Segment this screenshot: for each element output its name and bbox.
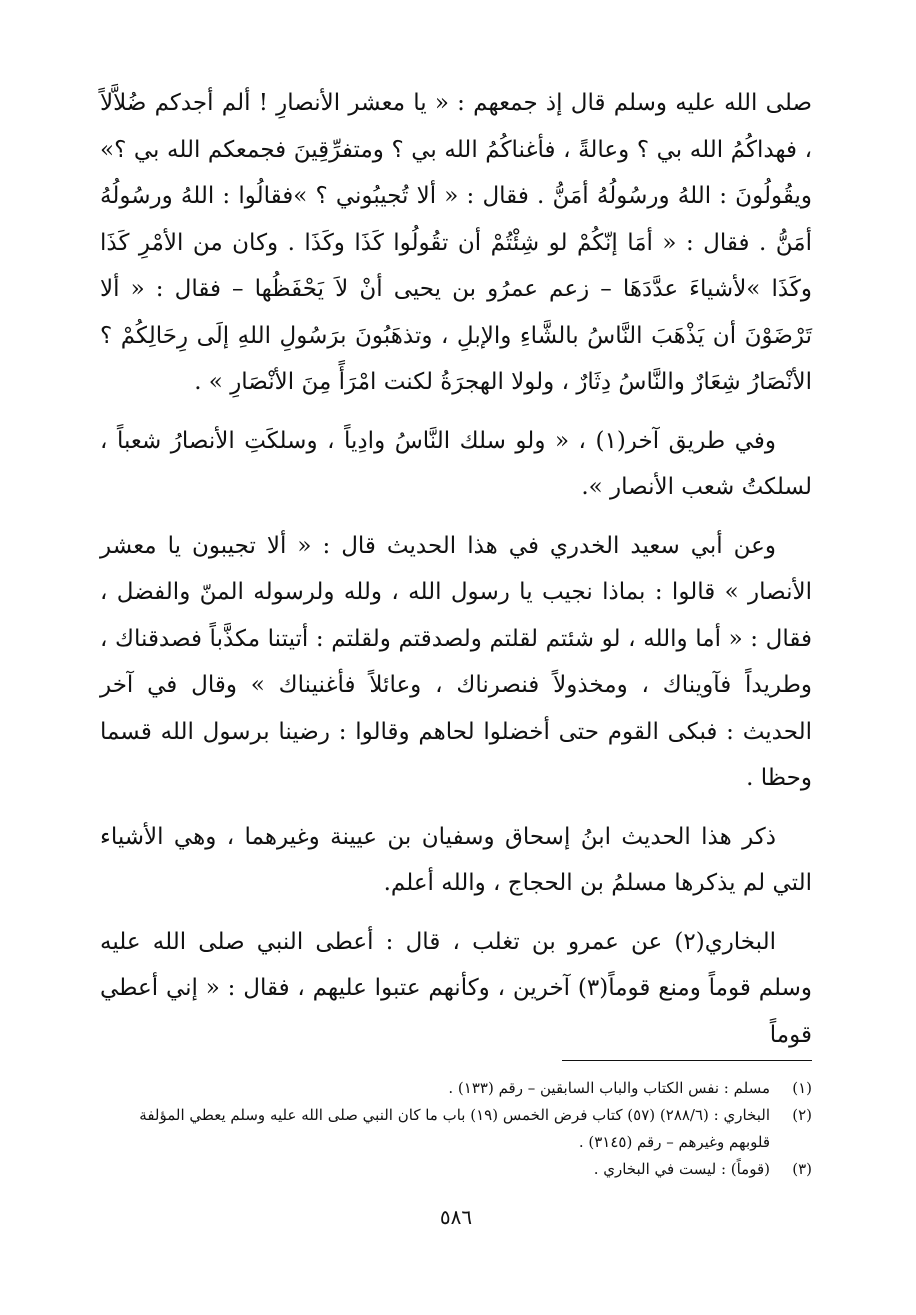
footnote-divider bbox=[562, 1060, 812, 1061]
footnote-1 bbox=[100, 1075, 812, 1102]
main-text bbox=[100, 80, 812, 1058]
footnote-number: (٢) bbox=[792, 1106, 812, 1124]
paragraph-5: البخاري(٢) عن عمرو بن تغلب ، قال : أعطى النبي صلى الله عليه وسلم قوماً ومنع قوماً(٣) آخرين ، وكأنهم عتبوا عليهم ، فقال : « إني أعطي قوماً bbox=[100, 928, 812, 1048]
book-page bbox=[100, 80, 812, 1260]
footnote-number: (١) bbox=[792, 1079, 812, 1097]
footnotes bbox=[100, 1060, 812, 1183]
footnote-text: (قوماً) : ليست في البخاري . bbox=[593, 1160, 770, 1178]
paragraph-2: وفي طريق آخر(١) ، « ولو سلك النَّاسُ وادِياً ، وسلكَتِ الأنصارُ شعباً ، لسلكتُ شعب الأنصار ». bbox=[100, 427, 812, 500]
footnote-2 bbox=[100, 1102, 812, 1156]
footnote-number: (٣) bbox=[792, 1160, 812, 1178]
paragraph-4: ذكر هذا الحديث ابنُ إسحاق وسفيان بن عيينة وغيرهما ، وهي الأشياء التي لم يذكرها مسلمُ بن الحجاج ، والله أعلم. bbox=[100, 823, 812, 896]
footnote-text: البخاري : (٢٨٨/٦) (٥٧) كتاب فرض الخمس (١٩) باب ما كان النبي صلى الله عليه وسلم يعطي المؤلفة قلوبهم وغيرهم – رقم (٣١٤٥) . bbox=[139, 1106, 770, 1151]
paragraph-3: وعن أبي سعيد الخدري في هذا الحديث قال : « ألا تجيبون يا معشر الأنصار » قالوا : بماذا نجيب يا رسول الله ، ولله ولرسوله المنّ والفضل ، فقال : « أما والله ، لو شئتم لقلتم ولصدقتم ولقلتم : أتيتنا مكذَّباً فصدقناك ، وطريداً فآويناك ، ومخذولاً فنصرناك ، وعائلاً فأغنيناك » وقال في آخر الحديث : فبكى القوم حتى أخضلوا لحاهم وقالوا : رضينا برسول الله قسما وحظا . bbox=[100, 532, 812, 791]
paragraph-1: صلى الله عليه وسلم قال إذ جمعهم : « يا معشر الأنصارِ ! ألم أجدكم ضُلاَّلاً ، فهداكُمُ الله بي ؟ وعالةً ، فأغناكُمُ الله بي ؟ ومتفرِّقِينَ فجمعكم الله بي ؟» ويقُولُونَ : اللهُ ورسُولُهُ أمَنُّ . فقال : « ألا تُجيبُوني ؟ »فقالُوا : اللهُ ورسُولُهُ أمَنُّ . فقال : « أمَا إنّكُمْ لو شِئْتُمْ أن تقُولُوا كَذَا وكَذَا . وكان من الأمْرِ كَذَا وكَذَا »لأشياءَ عدَّدَهَا – زعم عمرُو بن يحيى أنْ لاَ يَحْفَظُها – فقال : « ألا تَرْضَوْنَ أن يَذْهَبَ النَّاسُ بالشَّاءِ والإبلِ ، وتذهَبُونَ برَسُولِ اللهِ إلَى رِحَالِكُمْ ؟ الأنْصَارُ شِعَارٌ والنَّاسُ دِثَارٌ ، ولولا الهجرَةُ لكنت امْرَأً مِنَ الأنْصَارِ » . bbox=[100, 90, 812, 395]
footnote-3 bbox=[100, 1156, 812, 1183]
page-number: ٥٨٦ bbox=[439, 1205, 473, 1229]
footnote-text: مسلم : نفس الكتاب والباب السابقين – رقم (١٣٣) . bbox=[448, 1079, 770, 1097]
